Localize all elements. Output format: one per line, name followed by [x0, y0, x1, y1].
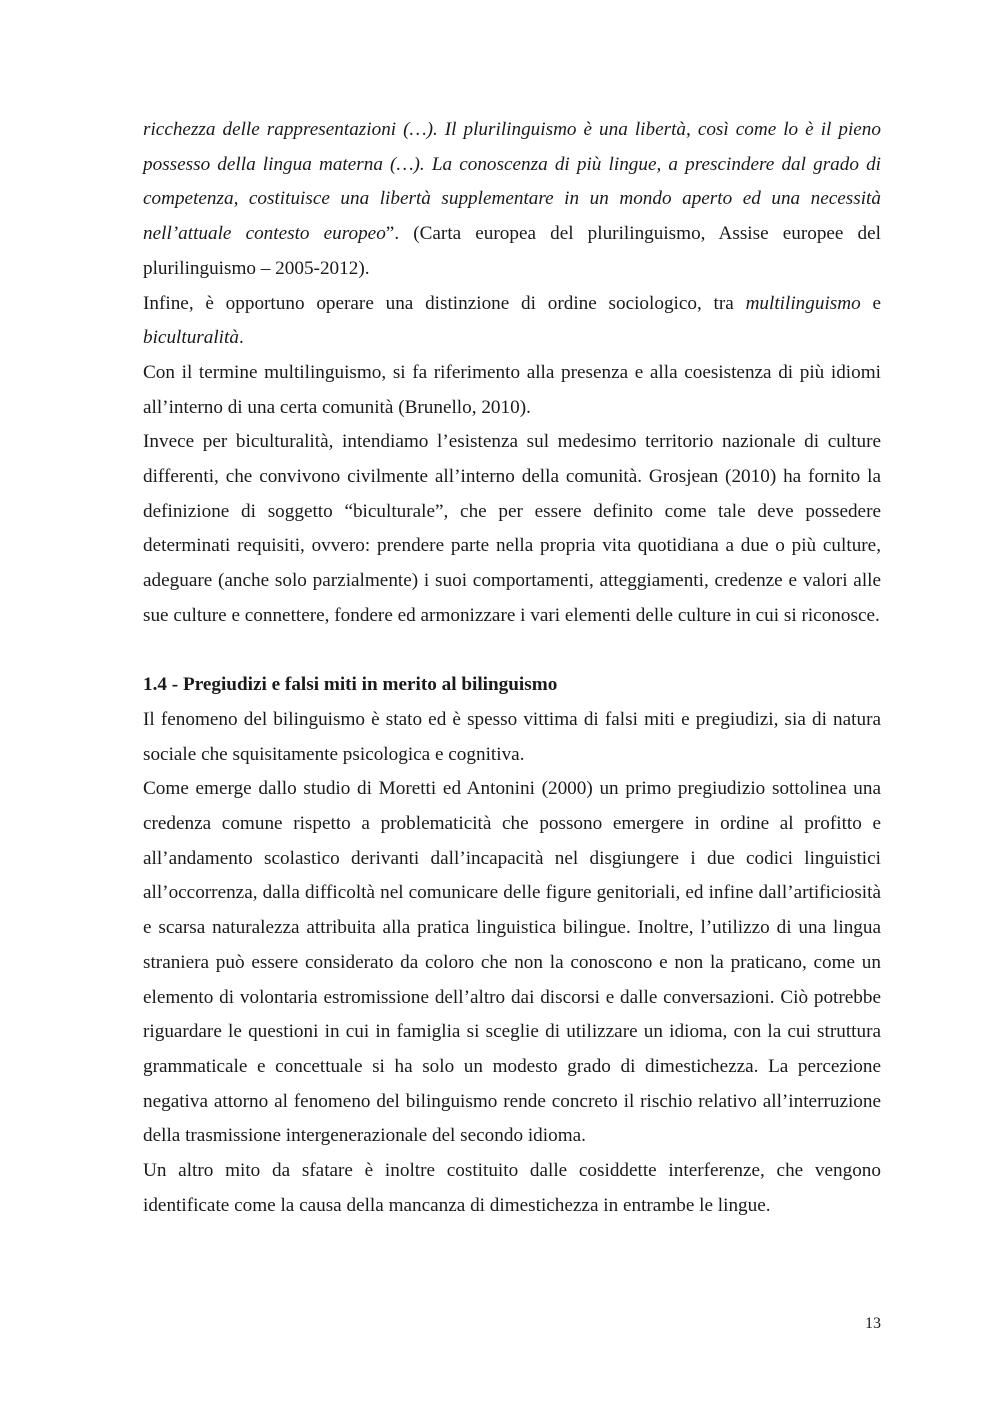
italic-text: ricchezza delle rappresentazioni (…). Il plurilinguismo è una libertà, così come lo è il pieno possesso della lingua materna (…). La conoscenza di più lingue, a prescindere dal grado di competenza, costituisce una libertà supplementare in un mondo aperto ed una necessità nell’attuale contesto europeo — [143, 119, 881, 245]
text-segment: Con il termine multilinguismo, si fa riferimento alla presenza e alla coesistenza di più idiomi all’interno di una certa comunità (Brunello, 2010). — [143, 361, 881, 418]
text-segment: Come emerge dallo studio di Moretti ed Antonini (2000) un primo pregiudizio sottolinea una credenza comune rispetto a problematicità che possono emergere in ordine al profitto e all’andamento scolastico derivanti dall’incapacità nel disgiungere i due codici linguistici all’occorrenza, dalla difficoltà nel comunicare delle figure genitoriali, ed infine dall’artificiosità e scarsa naturalezza attribuita alla pratica linguistica bilingue. Inoltre, l’utilizzo di una lingua straniera può essere considerato da coloro che non la conoscono e non la praticano, come un elemento di volontaria estromissione dell’altro dai discorsi e dalle conversazioni. Ciò potrebbe riguardare le questioni in cui in famiglia si sceglie di utilizzare un idioma, con la cui struttura grammaticale e concettuale si ha solo un modesto grado di dimestichezza. La percezione negativa attorno al fenomeno del bilinguismo rende concreto il rischio relativo all’interruzione della trasmissione intergenerazionale del secondo idioma. — [143, 778, 881, 1147]
paragraph-fenomeno — [143, 703, 881, 772]
italic-text: biculturalità — [143, 327, 239, 349]
text-segment: Il fenomeno del bilinguismo è stato ed è spesso vittima di falsi miti e pregiudizi, sia di natura sociale che squisitamente psicologica e cognitiva. — [143, 708, 881, 765]
paragraph-biculturalita — [143, 425, 881, 633]
text-segment: ”. (Carta europea del plurilinguismo, Assise europee del plurilinguismo – 2005-2012). — [143, 223, 882, 279]
paragraph-quote-continuation — [143, 113, 881, 287]
page-body — [143, 113, 881, 1223]
section-heading: 1.4 - Pregiudizi e falsi miti in merito al bilinguismo — [143, 674, 558, 696]
section-spacer — [143, 634, 881, 669]
italic-text: multilinguismo — [745, 292, 861, 314]
text-segment: Infine, è opportuno operare una distinzione di ordine sociologico, tra — [143, 292, 746, 314]
page-number: 13 — [865, 1315, 881, 1332]
text-segment: e — [860, 292, 881, 314]
section-paragraphs — [143, 703, 881, 1224]
text-segment: Invece per biculturalità, intendiamo l’esistenza sul medesimo territorio nazionale di culture differenti, che convivono civilmente all’interno della comunità. Grosjean (2010) ha fornito la definizione di soggetto “biculturale”, che per essere definito come tale deve possedere determinati requisiti, ovvero: prendere parte nella propria vita quotidiana a due o più culture, adeguare (anche solo parzialmente) i suoi comportamenti, atteggiamenti, credenze e valori alle sue culture e connettere, fondere ed armonizzare i vari elementi delle culture in cui si riconosce. — [143, 431, 881, 626]
intro-paragraphs — [143, 113, 881, 634]
paragraph-distinction — [143, 287, 881, 356]
paragraph-multilinguismo — [143, 356, 881, 425]
paragraph-moretti-antonini — [143, 772, 881, 1154]
text-segment: . — [238, 327, 244, 349]
text-segment: Un altro mito da sfatare è inoltre costituito dalle cosiddette interferenze, che vengono identificate come la causa della mancanza di dimestichezza in entrambe le lingue. — [143, 1160, 881, 1216]
paragraph-interferenze — [143, 1154, 881, 1223]
